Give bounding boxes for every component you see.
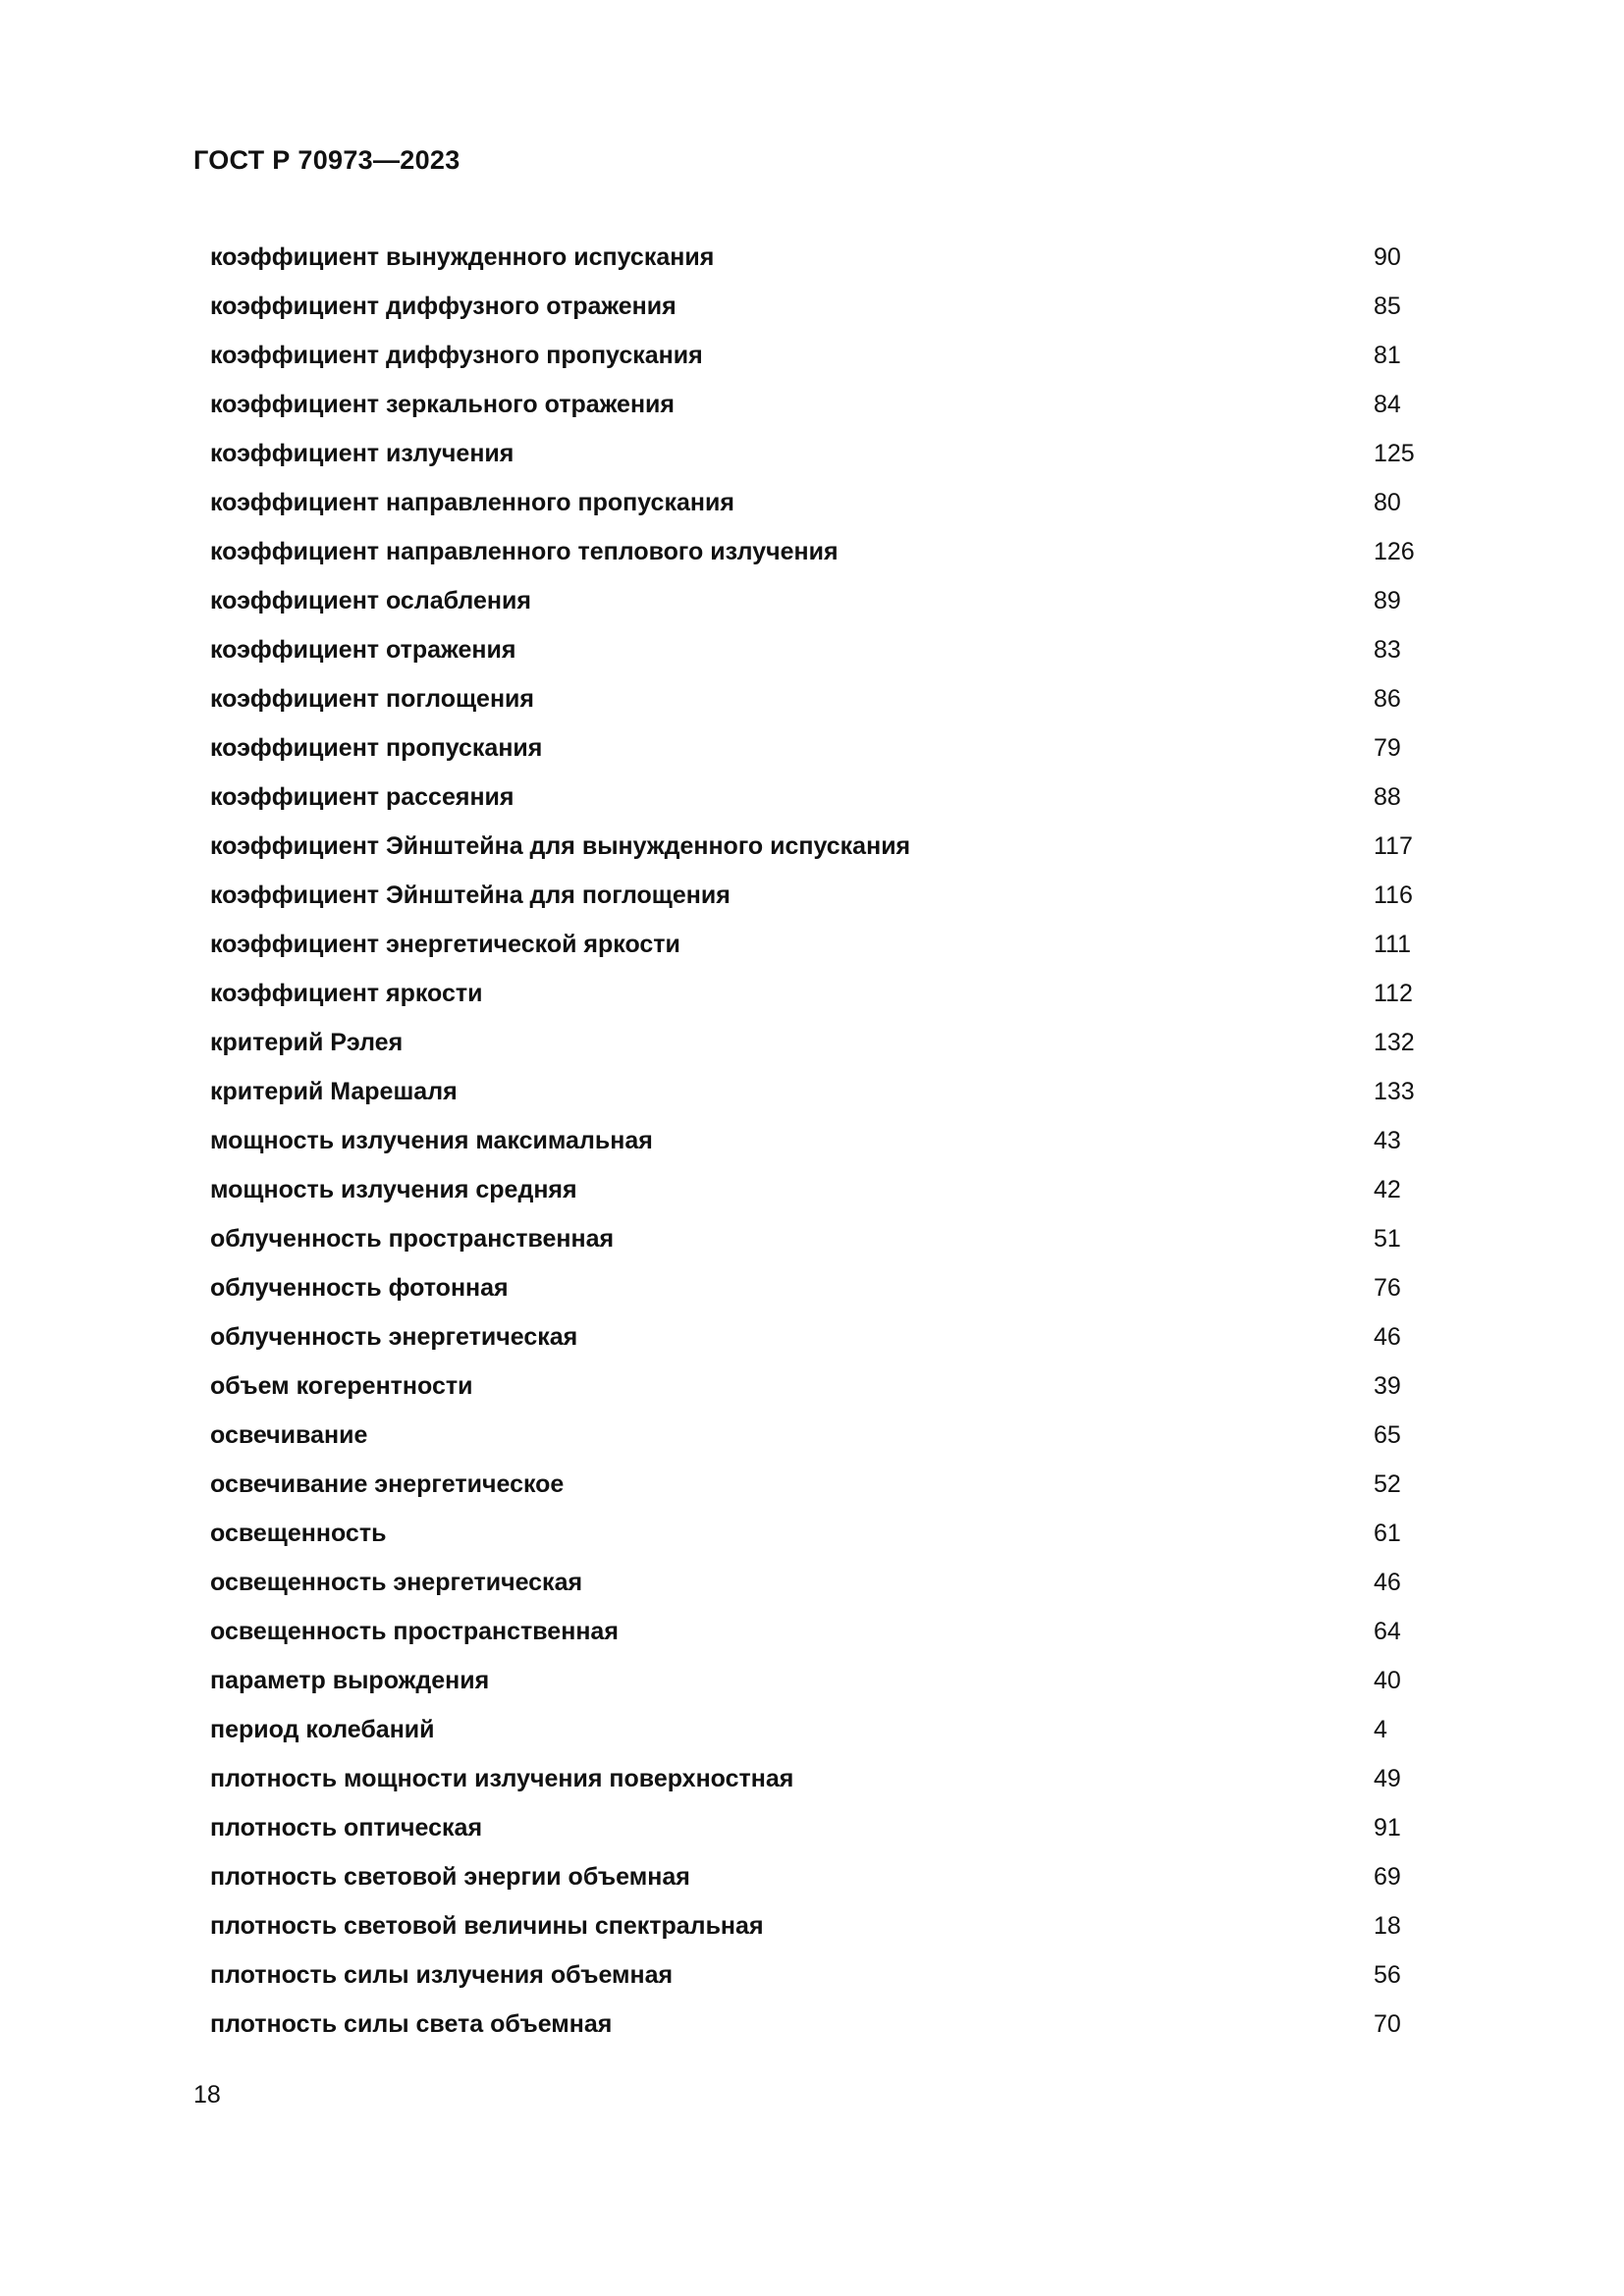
index-reference-number: 64: [1374, 1618, 1401, 1645]
index-reference-number: 91: [1374, 1814, 1401, 1842]
index-term: коэффициент направленного пропускания: [210, 489, 734, 516]
index-reference-number: 51: [1374, 1225, 1401, 1253]
index-row: [210, 238, 1437, 287]
index-row: [210, 1023, 1437, 1072]
index-row: [210, 1759, 1437, 1808]
index-term: мощность излучения максимальная: [210, 1127, 653, 1154]
index-row: [210, 1906, 1437, 1955]
index-reference-number: 83: [1374, 636, 1401, 664]
index-row: [210, 1465, 1437, 1514]
index-term: плотность силы света объемная: [210, 2010, 613, 2038]
index-reference-number: 70: [1374, 2010, 1401, 2038]
index-term: коэффициент Эйнштейна для вынужденного испускания: [210, 832, 911, 860]
index-term: облученность энергетическая: [210, 1323, 578, 1351]
index-reference-number: 76: [1374, 1274, 1401, 1302]
index-reference-number: 42: [1374, 1176, 1401, 1203]
index-term: освечивание энергетическое: [210, 1470, 565, 1498]
index-reference-number: 85: [1374, 293, 1401, 320]
index-row: [210, 1366, 1437, 1415]
index-reference-number: 89: [1374, 587, 1401, 614]
index-reference-number: 79: [1374, 734, 1401, 762]
index-row: [210, 1808, 1437, 1857]
index-term: облученность пространственная: [210, 1225, 615, 1253]
page-number: 18: [193, 2081, 221, 2109]
index-row: [210, 827, 1437, 876]
index-term: коэффициент излучения: [210, 440, 514, 467]
index-reference-number: 88: [1374, 783, 1401, 811]
index-row: [210, 925, 1437, 974]
index-term: коэффициент энергетической яркости: [210, 931, 680, 958]
index-row: [210, 728, 1437, 777]
index-reference-number: 84: [1374, 391, 1401, 418]
index-row: [210, 1710, 1437, 1759]
index-reference-number: 18: [1374, 1912, 1401, 1940]
index-row: [210, 1514, 1437, 1563]
index-reference-number: 81: [1374, 342, 1401, 369]
index-reference-number: 126: [1374, 538, 1415, 565]
index-reference-number: 86: [1374, 685, 1401, 713]
index-row: [210, 1317, 1437, 1366]
index-reference-number: 90: [1374, 243, 1401, 271]
index-reference-number: 111: [1374, 931, 1412, 958]
index-row: [210, 1857, 1437, 1906]
index-term: плотность силы излучения объемная: [210, 1961, 674, 1989]
index-row: [210, 630, 1437, 679]
index-term: коэффициент пропускания: [210, 734, 543, 762]
index-row: [210, 581, 1437, 630]
index-reference-number: 80: [1374, 489, 1401, 516]
index-row: [210, 1072, 1437, 1121]
index-term: плотность световой величины спектральная: [210, 1912, 764, 1940]
index-reference-number: 132: [1374, 1029, 1415, 1056]
index-term: освещенность энергетическая: [210, 1569, 583, 1596]
term-index-list: [210, 238, 1437, 2054]
index-row: [210, 287, 1437, 336]
index-term: освещенность: [210, 1520, 387, 1547]
index-row: [210, 1268, 1437, 1317]
index-reference-number: 39: [1374, 1372, 1401, 1400]
index-term: период колебаний: [210, 1716, 435, 1743]
document-header: ГОСТ Р 70973—2023: [193, 145, 460, 175]
index-reference-number: 125: [1374, 440, 1415, 467]
index-term: коэффициент рассеяния: [210, 783, 514, 811]
index-row: [210, 974, 1437, 1023]
index-term: освечивание: [210, 1421, 368, 1449]
index-row: [210, 1955, 1437, 2004]
index-reference-number: 117: [1374, 832, 1413, 860]
index-term: коэффициент Эйнштейна для поглощения: [210, 881, 731, 909]
index-row: [210, 483, 1437, 532]
index-term: коэффициент ослабления: [210, 587, 531, 614]
index-term: коэффициент отражения: [210, 636, 516, 664]
index-term: освещенность пространственная: [210, 1618, 619, 1645]
index-row: [210, 1661, 1437, 1710]
index-reference-number: 43: [1374, 1127, 1401, 1154]
index-reference-number: 61: [1374, 1520, 1401, 1547]
index-reference-number: 52: [1374, 1470, 1401, 1498]
index-term: облученность фотонная: [210, 1274, 509, 1302]
index-row: [210, 434, 1437, 483]
index-term: плотность оптическая: [210, 1814, 483, 1842]
index-term: плотность световой энергии объемная: [210, 1863, 690, 1891]
index-term: коэффициент направленного теплового излучения: [210, 538, 839, 565]
index-row: [210, 1219, 1437, 1268]
index-reference-number: 69: [1374, 1863, 1401, 1891]
index-term: коэффициент вынужденного испускания: [210, 243, 715, 271]
index-term: объем когерентности: [210, 1372, 473, 1400]
index-term: коэффициент диффузного отражения: [210, 293, 677, 320]
index-row: [210, 1563, 1437, 1612]
index-term: мощность излучения средняя: [210, 1176, 577, 1203]
index-row: [210, 2004, 1437, 2054]
index-row: [210, 679, 1437, 728]
index-reference-number: 46: [1374, 1569, 1401, 1596]
index-row: [210, 1170, 1437, 1219]
index-row: [210, 1121, 1437, 1170]
index-reference-number: 116: [1374, 881, 1413, 909]
index-reference-number: 40: [1374, 1667, 1401, 1694]
index-reference-number: 112: [1374, 980, 1413, 1007]
index-term: коэффициент зеркального отражения: [210, 391, 676, 418]
index-term: критерий Рэлея: [210, 1029, 404, 1056]
index-reference-number: 56: [1374, 1961, 1401, 1989]
index-row: [210, 336, 1437, 385]
index-term: коэффициент диффузного пропускания: [210, 342, 703, 369]
index-term: критерий Марешаля: [210, 1078, 458, 1105]
index-term: коэффициент яркости: [210, 980, 483, 1007]
index-reference-number: 4: [1374, 1716, 1387, 1743]
index-row: [210, 876, 1437, 925]
index-row: [210, 1612, 1437, 1661]
index-term: параметр вырождения: [210, 1667, 490, 1694]
index-reference-number: 46: [1374, 1323, 1401, 1351]
index-reference-number: 65: [1374, 1421, 1401, 1449]
index-row: [210, 385, 1437, 434]
index-row: [210, 532, 1437, 581]
index-reference-number: 49: [1374, 1765, 1401, 1792]
index-reference-number: 133: [1374, 1078, 1415, 1105]
index-row: [210, 777, 1437, 827]
index-row: [210, 1415, 1437, 1465]
index-term: коэффициент поглощения: [210, 685, 535, 713]
index-term: плотность мощности излучения поверхностная: [210, 1765, 794, 1792]
